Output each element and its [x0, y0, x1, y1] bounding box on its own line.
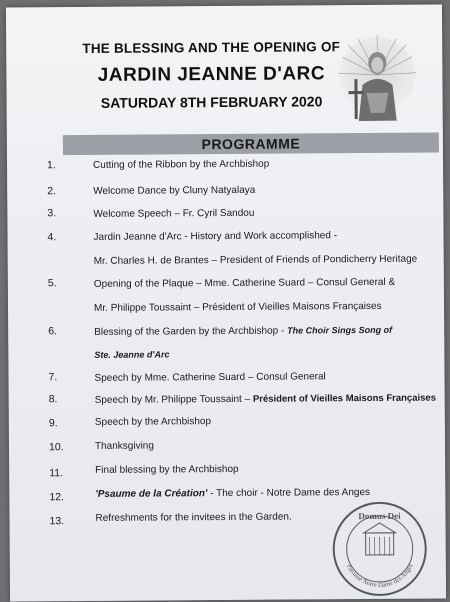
seal-top-text: Domus Dei	[358, 511, 401, 521]
programme-item: Speech by Mme. Catherine Suard – Consul General	[94, 371, 439, 384]
programme-item-continuation: Ste. Jeanne d'Arc	[94, 348, 439, 360]
programme-item: Opening of the Plaque – Mme. Catherine Suard – Consul General &	[94, 277, 439, 290]
programme-item-choir-note: The Choir Sings Song of	[287, 325, 392, 336]
programme-item	[94, 325, 439, 338]
seal-ring-text: Paroisse Notre Dame des Anges	[345, 562, 415, 589]
item-number: 5.	[48, 277, 78, 289]
programme-item-main: Blessing of the Garden by the Archbishop -	[94, 326, 284, 338]
programme-item: Jardin Jeanne d'Arc - History and Work accomplished -	[94, 230, 439, 243]
programme-sheet	[6, 4, 446, 601]
heading-title: JARDIN JEANNE D'ARC	[66, 63, 356, 87]
item-number: 3.	[47, 207, 77, 219]
joan-of-arc-portrait-image	[336, 33, 419, 122]
programme-item: Final blessing by the Archbishop	[95, 463, 440, 476]
programme-item-main: Speech by Mr. Philippe Toussaint –	[95, 394, 251, 406]
item-number: 13.	[49, 515, 79, 527]
parish-seal-stamp	[329, 499, 430, 600]
programme-item-song-title: 'Psaume de la Création'	[95, 488, 207, 500]
item-number: 1.	[47, 159, 77, 171]
programme-item: Thanksgiving	[95, 439, 440, 452]
programme-item: Welcome Dance by Cluny Natyalaya	[93, 184, 438, 197]
programme-item	[95, 393, 440, 406]
item-number: 2.	[47, 185, 77, 197]
item-number: 12.	[49, 491, 79, 503]
heading-date: SATURDAY 8TH FEBRUARY 2020	[67, 93, 357, 111]
programme-item-main: - The choir - Notre Dame des Anges	[207, 487, 370, 499]
item-number: 8.	[49, 393, 79, 405]
programme-item-org: Président of Vieilles Maisons Françaises	[253, 393, 436, 405]
item-number: 6.	[48, 325, 78, 337]
programme-heading: PROGRAMME	[63, 135, 439, 154]
programme-item: Cutting of the Ribbon by the Archbishop	[93, 158, 438, 171]
programme-item-continuation: Mr. Philippe Toussaint – Président of Vieilles Maisons Françaises	[94, 301, 439, 314]
item-number: 11.	[49, 467, 79, 479]
item-number: 7.	[48, 371, 78, 383]
item-number: 10.	[49, 441, 79, 453]
programme-item: Welcome Speech – Fr. Cyril Sandou	[93, 207, 438, 220]
programme-item-continuation: Mr. Charles H. de Brantes – President of Friends of Pondicherry Heritage	[94, 254, 439, 267]
programme-item: Speech by the Archbishop	[95, 415, 440, 428]
heading-line-1: THE BLESSING AND THE OPENING OF	[66, 39, 356, 56]
programme-item: Refreshments for the invitees in the Garden.	[95, 511, 440, 524]
item-number: 9.	[49, 417, 79, 429]
item-number: 4.	[47, 231, 77, 243]
